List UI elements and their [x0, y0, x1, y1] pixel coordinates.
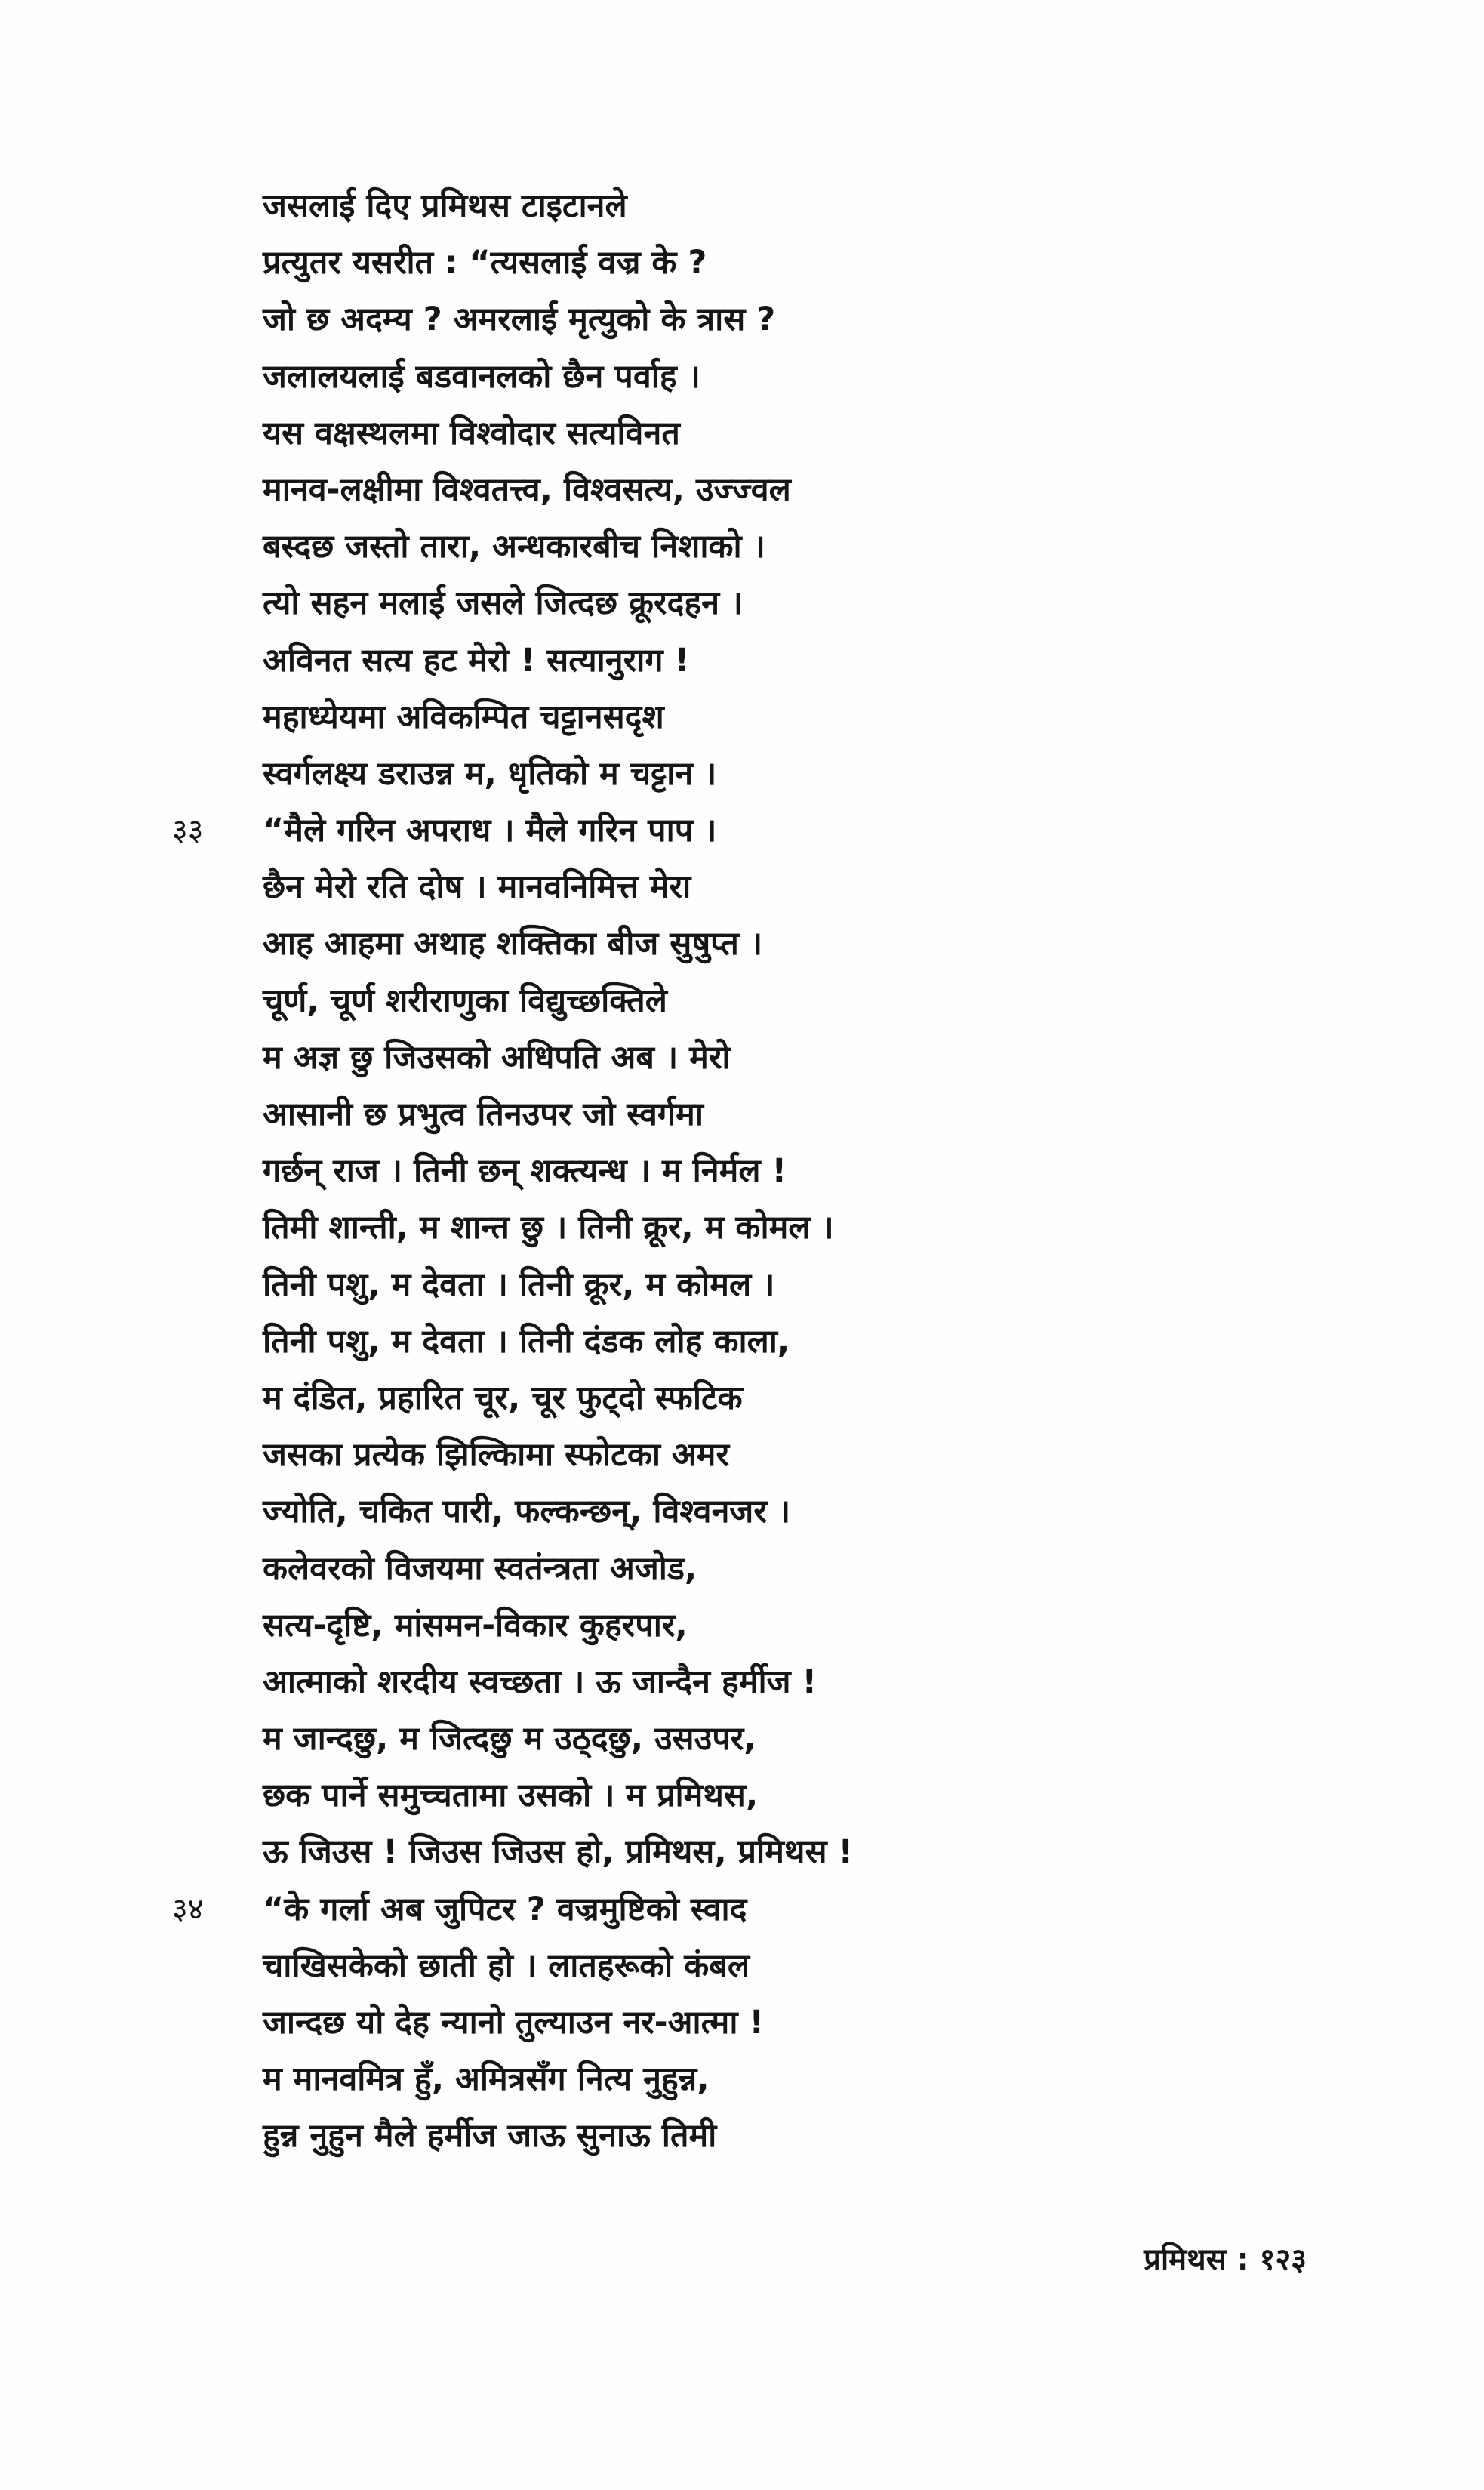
poem-line [263, 1370, 1304, 1427]
poem-line-text: जो छ अदम्य ? अमरलाई मृत्युको के त्रास ? [263, 300, 776, 339]
poem-line [263, 689, 1304, 746]
poem-line [263, 1200, 1304, 1256]
poem-line [263, 746, 1304, 803]
poem-line-text: म दंडित, प्रहारित चूर, चूर फुट्दो स्फटिक [263, 1379, 743, 1417]
poem-line-text: छक पार्ने समुच्चतामा उसको । म प्रमिथस, [263, 1777, 759, 1815]
poem-line-text: तिमी शान्ती, म शान्त छु । तिनी क्रूर, म कोमल । [263, 1209, 834, 1247]
poem-line-text: जलालयलाई बडवानलको छैन पर्वाह । [263, 357, 700, 396]
poem-text [172, 178, 1304, 2165]
poem-line [263, 973, 1304, 1030]
poem-line [263, 2108, 1304, 2165]
poem-line-text: चाखिसकेको छाती हो । लातहरूको कंबल [263, 1946, 750, 1985]
poem-line [263, 405, 1304, 462]
poem-line-text: यस वक्षस्थलमा विश्वोदार सत्यविनत [263, 414, 680, 452]
poem-line-text: छैन मेरो रति दोष । मानवनिमित्त मेरा [263, 868, 691, 907]
poem-line [263, 916, 1304, 972]
poem-line-text: आह आहमा अथाह शक्तिका बीज सुषुप्त । [263, 925, 763, 963]
poem-line [263, 575, 1304, 632]
poem-line-text: “के गर्ला अब जुपिटर ? वज्रमुष्टिको स्वाद [263, 1890, 747, 1928]
poem-line [172, 803, 1304, 859]
poem-line [263, 1711, 1304, 1767]
poem-line-text: स्वर्गलक्ष्य डराउन्न म, धृतिको म चट्टान । [263, 754, 717, 793]
poem-line-text: जसका प्रत्येक झिल्किामा स्फोटका अमर [263, 1436, 730, 1475]
poem-line [263, 1030, 1304, 1086]
page-footer: प्रमिथस : १२३ [1144, 2242, 1307, 2277]
poem-line-text: प्रत्युतर यसरीत : “त्यसलाई वज्र के ? [263, 244, 707, 282]
poem-line [263, 1257, 1304, 1314]
poem-line [263, 1824, 1304, 1881]
poem-line-text: बस्दछ जस्तो तारा, अन्धकारबीच निशाको । [263, 528, 765, 566]
poem-line [263, 1086, 1304, 1143]
poem-line-text: म जान्दछु, म जित्दछु म उठ्दछु, उसउपर, [263, 1720, 756, 1758]
poem-line-text: महाध्येयमा अविकम्पित चट्टानसदृश [263, 698, 664, 736]
poem-line [172, 1881, 1304, 1938]
poem-line [263, 1427, 1304, 1484]
poem-line [263, 1484, 1304, 1540]
poem-line [263, 1995, 1304, 2051]
poem-line-text: मानव-लक्षीमा विश्वतत्त्व, विश्वसत्य, उज्ज्वल [263, 470, 791, 509]
stanza-number: ३४ [172, 1891, 204, 1927]
poem-line [263, 859, 1304, 916]
poem-line-text: जान्दछ यो देह न्यानो तुल्याउन नर-आत्मा ! [263, 2004, 765, 2042]
poem-line-text: गर्छन् राज । तिनी छन् शक्त्यन्ध । म निर्मल ! [263, 1152, 787, 1191]
poem-line [263, 291, 1304, 348]
poem-line [263, 178, 1304, 235]
poem-line-text: तिनी पशु, म देवता । तिनी दंडक लोह काला, [263, 1322, 790, 1361]
poem-line-text: “मैले गरिन अपराध । मैले गरिन पाप । [263, 812, 717, 850]
poem-line-text: तिनी पशु, म देवता । तिनी क्रूर, म कोमल । [263, 1265, 775, 1304]
stanza-number: ३३ [172, 813, 204, 849]
poem-line-text: म मानवमित्र हुँ, अमित्रसँग नित्य नुहुन्न, [263, 2060, 710, 2099]
poem-line [263, 1767, 1304, 1824]
poem-line-text: आत्माको शरदीय स्वच्छता । ऊ जान्दैन हर्मीज ! [263, 1663, 817, 1701]
poem-line [263, 349, 1304, 405]
poem-line-text: चूर्ण, चूर्ण शरीराणुका विद्युच्छक्तिले [263, 982, 667, 1020]
poem-line-text: कलेवरको विजयमा स्वतंन्त्रता अजोड, [263, 1549, 697, 1588]
poem-line [263, 1143, 1304, 1200]
poem-line [263, 235, 1304, 291]
poem-line-text: सत्य-दृष्टि, मांसमन-विकार कुहरपार, [263, 1606, 688, 1644]
poem-line [263, 519, 1304, 575]
poem-line-text: आसानी छ प्रभुत्व तिनउपर जो स्वर्गमा [263, 1096, 704, 1133]
poem-line-text: त्यो सहन मलाई जसले जित्दछ क्रूरदहन । [263, 584, 744, 623]
poem-line [263, 633, 1304, 689]
poem-line-text: ज्योति, चकित पारी, फल्कन्छन्, विश्वनजर । [263, 1493, 791, 1531]
poem-line [263, 1598, 1304, 1654]
poem-line [263, 1654, 1304, 1711]
poem-line [263, 462, 1304, 519]
poem-line-text: जसलाई दिए प्रमिथस टाइटानले [263, 187, 627, 225]
poem-line-text: अविनत सत्य हट मेरो ! सत्यानुराग ! [263, 641, 690, 680]
poem-line-text: ऊ जिउस ! जिउस जिउस हो, प्रमिथस, प्रमिथस ! [263, 1833, 854, 1872]
poem-line [263, 1938, 1304, 1995]
poem-line [263, 1541, 1304, 1598]
poem-line-text: म अज्ञ छु जिउसको अधिपति अब । मेरो [263, 1038, 731, 1077]
poem-line [263, 1314, 1304, 1370]
poem-line [263, 2051, 1304, 2108]
poem-line-text: हुन्न नुहुन मैले हर्मीज जाऊ सुनाऊ तिमी [263, 2117, 717, 2156]
